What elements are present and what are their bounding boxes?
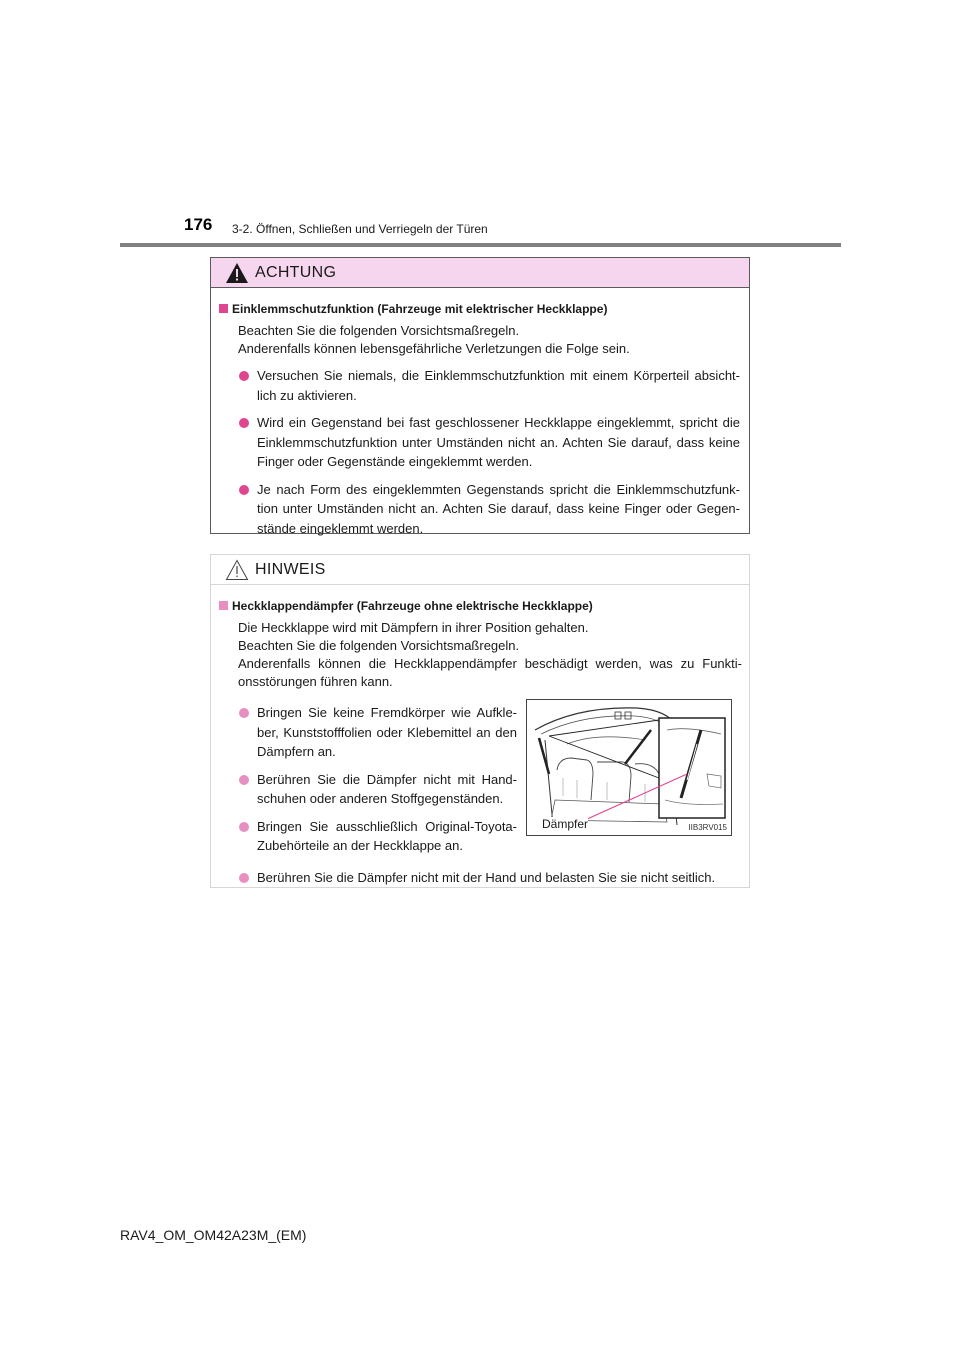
circle-bullet-icon (239, 822, 249, 832)
circle-bullet-icon (239, 873, 249, 883)
warning-header (211, 258, 749, 288)
notice-box (210, 554, 750, 888)
circle-bullet-icon (239, 371, 249, 381)
warning-intro-line: Anderenfalls können lebensgefährliche Verletzungen die Folge sein. (238, 341, 630, 356)
warning-intro-line: Beachten Sie die folgenden Vorsichtsmaßregeln. (238, 323, 520, 338)
list-item (219, 770, 519, 809)
bullet-text: Berühren Sie die Dämpfer nicht mit Hand-schuhen oder anderen Stoffgegenständen. (257, 771, 517, 806)
document-code: RAV4_OM_OM42A23M_(EM) (120, 1227, 307, 1243)
figure-code: IIB3RV015 (688, 823, 727, 832)
notice-heading-text: Heckklappendämpfer (Fahrzeuge ohne elektrische Heckklappe) (232, 599, 593, 613)
notice-intro-line: Die Heckklappe wird mit Dämpfern in ihrer Position gehalten. (238, 620, 589, 635)
tailgate-drawing (527, 700, 731, 835)
square-bullet-icon (219, 601, 228, 610)
bullet-text: Berühren Sie die Dämpfer nicht mit der Hand und belasten Sie sie nicht seitlich. (257, 869, 716, 885)
circle-bullet-icon (239, 418, 249, 428)
bullet-text: Je nach Form des eingeklemmten Gegenstands spricht die Einklemmschutzfunk-tion unter Umständen nicht an. Achten Sie darauf, dass keine Finger oder Gegen-stände eingeklemmt werden. (257, 481, 740, 536)
list-item (219, 703, 519, 762)
notice-intro-line: Beachten Sie die folgenden Vorsichtsmaßregeln. (238, 638, 520, 653)
bullet-text: Versuchen Sie niemals, die Einklemmschutzfunktion mit einem Körperteil absicht-lich zu aktivieren. (257, 368, 740, 403)
circle-bullet-icon (239, 775, 249, 785)
caution-outline-icon (225, 559, 249, 581)
notice-intro (238, 619, 742, 691)
list-item (219, 480, 742, 539)
circle-bullet-icon (239, 708, 249, 718)
warning-body (211, 288, 749, 538)
bullet-text: Wird ein Gegenstand bei fast geschlossener Heckklappe eingeklemmt, spricht die Einklemmschutzfunktion unter Umständen nicht an. Achten Sie darauf, dass keine Finger oder Gegenstände eingeklemmt werden. (257, 415, 740, 469)
figure-bullets (219, 703, 519, 856)
damper-illustration (526, 699, 732, 836)
warning-triangle-icon (225, 262, 249, 284)
square-bullet-icon (219, 304, 228, 313)
page-number: 176 (184, 215, 213, 234)
damper-label: Dämpfer (542, 817, 589, 831)
bullets-with-figure (219, 703, 742, 856)
bullet-text: Bringen Sie keine Fremdkörper wie Aufkle-ber, Kunststofffolien oder Klebemittel an den Dämpfern an. (257, 705, 517, 759)
warning-section-heading (219, 300, 742, 318)
list-item (219, 817, 519, 856)
notice-title: HINWEIS (255, 560, 326, 578)
warning-box (210, 257, 750, 534)
warning-intro (238, 322, 742, 358)
warning-heading-text: Einklemmschutzfunktion (Fahrzeuge mit elektrischer Heckklappe) (232, 302, 608, 316)
list-item (219, 413, 742, 472)
notice-header (211, 555, 749, 585)
section-title: 3-2. Öffnen, Schließen und Verriegeln der Türen (232, 222, 488, 236)
warning-title: ACHTUNG (255, 263, 337, 281)
bullet-text: Bringen Sie ausschließlich Original-Toyota-Zubehörteile an der Heckklappe an. (257, 818, 517, 853)
notice-intro-line: Anderenfalls können die Heckklappendämpfer beschädigt werden, was zu Funkti-onsstörungen führen kann. (238, 656, 742, 689)
notice-section-heading (219, 597, 742, 615)
notice-body (211, 585, 749, 887)
header-rule (120, 243, 841, 247)
list-item (219, 868, 742, 888)
circle-bullet-icon (239, 485, 249, 495)
list-item (219, 366, 742, 405)
